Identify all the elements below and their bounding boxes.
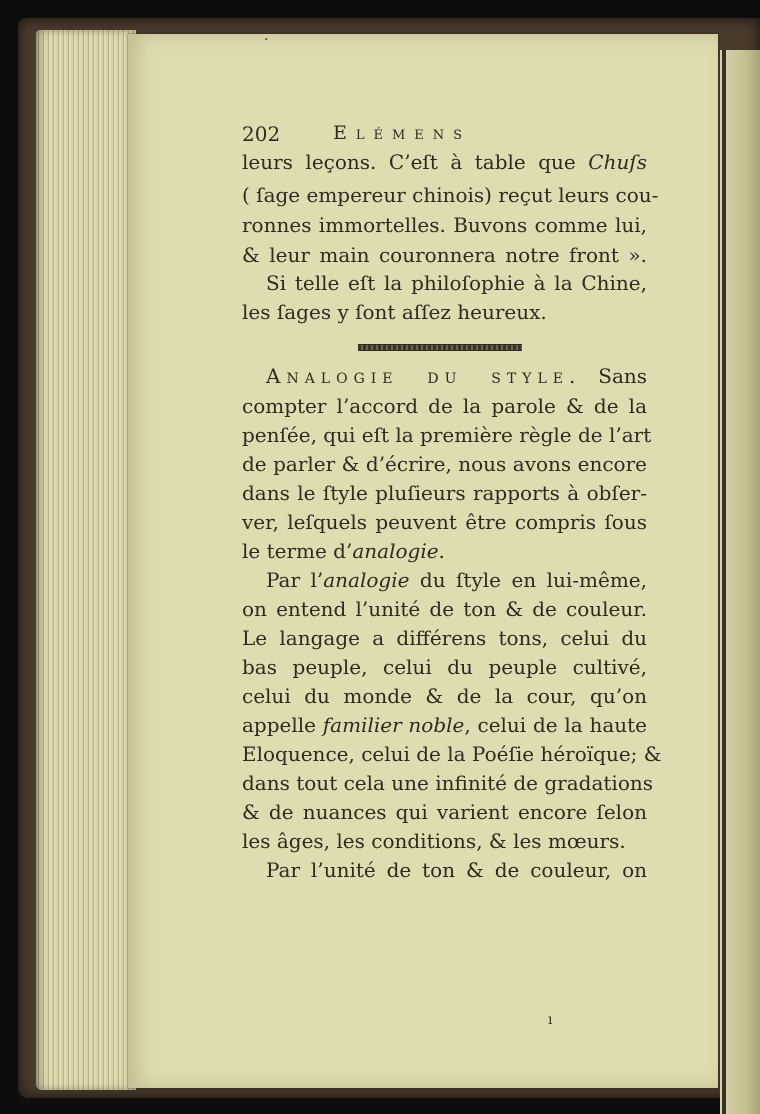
text-line-1: leurs leçons. C’eſt à table que Chuſs — [242, 150, 647, 174]
text-line-12: ver, leſquels peuvent être compris ſous — [242, 510, 647, 534]
text-line-5: Si telle eſt la philoſophie à la Chine, — [266, 271, 647, 295]
text-line-14: Par l’analogie du ſtyle en lui-même, — [266, 568, 647, 592]
ink-speck: · — [264, 32, 269, 48]
facing-page-gutter — [722, 50, 726, 1114]
text-line-17: bas peuple, celui du peuple cultivé, — [242, 655, 647, 679]
text-line-15: on entend l’unité de ton & de couleur. — [242, 597, 647, 621]
page-stack-edges — [36, 30, 136, 1090]
text-line-18: celui du monde & de la cour, qu’on — [242, 684, 647, 708]
text-line-9: penſée, qui eſt la première règle de l’art — [242, 423, 652, 447]
text-line-22: & de nuances qui varient encore ſelon — [242, 800, 647, 824]
text-line-2: ( ſage empereur chinois) reçut leurs cou- — [242, 183, 659, 207]
section-divider — [358, 344, 522, 351]
facing-page-edge — [720, 50, 760, 1114]
text-line-3: ronnes immortelles. Buvons comme lui, — [242, 213, 647, 237]
text-line-4: & leur main couronnera notre front ». — [242, 243, 647, 267]
section-heading: Analogie du style — [266, 364, 569, 388]
running-title: Elémens — [333, 122, 472, 144]
text-line-19: appelle familier noble, celui de la haute — [242, 713, 648, 737]
text-line-6: les ſages y ſont aſſez heureux. — [242, 300, 547, 324]
text-line-13: le terme d’analogie. — [242, 539, 445, 563]
text-line-20: Eloquence, celui de la Poéſie héroïque; & — [242, 742, 662, 766]
text-line-24: Par l’unité de ton & de couleur, on — [266, 858, 647, 882]
text-line-16: Le langage a différens tons, celui du — [242, 626, 647, 650]
text-line-21: dans tout cela une infinité de gradations — [242, 771, 654, 795]
text-line-8: compter l’accord de la parole & de la — [242, 394, 647, 418]
text-line-23: les âges, les conditions, & les mœurs. — [242, 829, 626, 853]
text-line-10: de parler & d’écrire, nous avons encore — [242, 452, 647, 476]
text-line-11: dans le ſtyle pluſieurs rapports à obſer- — [242, 481, 647, 505]
page-number: 202 — [242, 122, 281, 146]
section-heading-line: Analogie du style. Sans — [266, 364, 648, 388]
ink-speck: ı — [548, 1012, 553, 1028]
